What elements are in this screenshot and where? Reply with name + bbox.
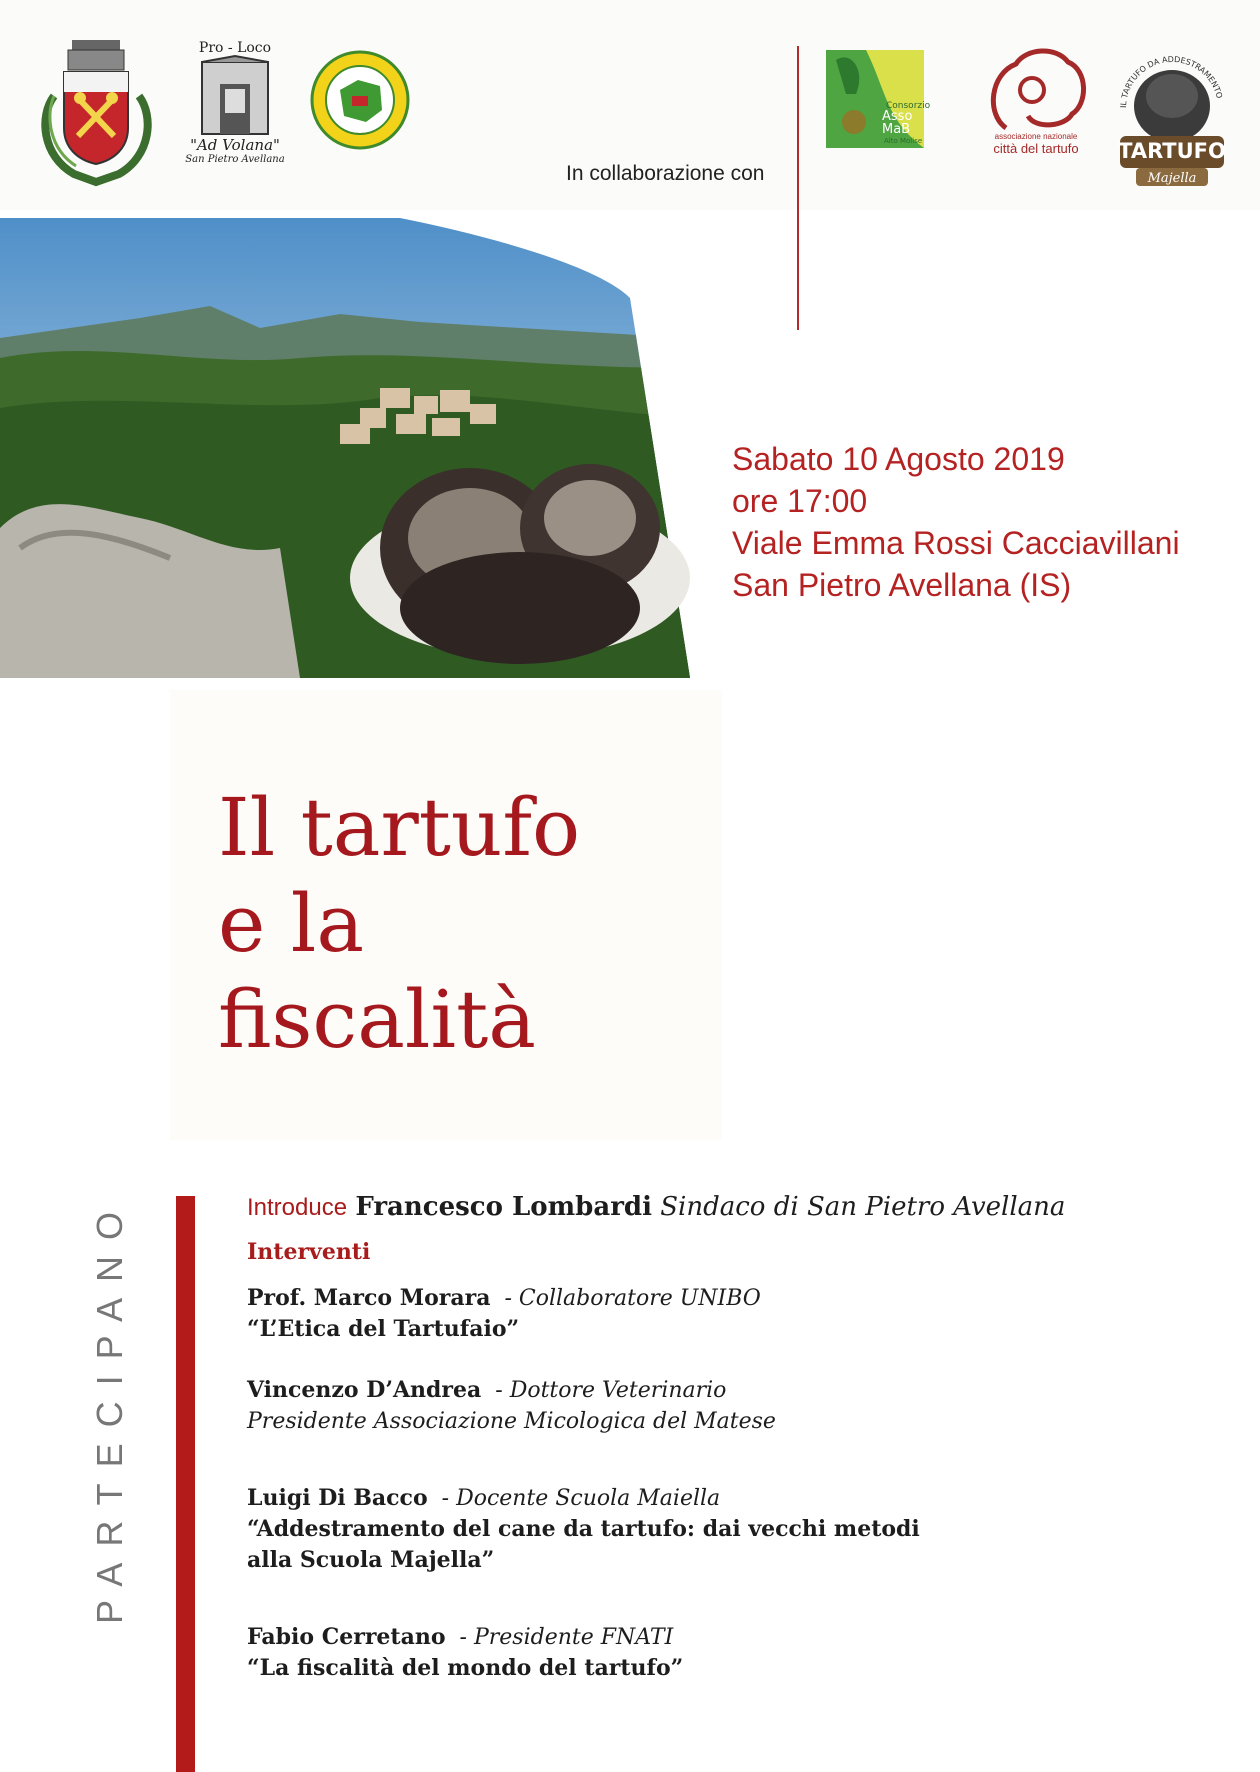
speaker-name: Prof. Marco Morara — [247, 1285, 491, 1311]
intro-label: Introduce — [247, 1194, 348, 1221]
coat-of-arms-logo — [34, 36, 159, 184]
assomab-line1: Consorzio — [886, 101, 931, 111]
assomab-logo — [826, 50, 931, 148]
proloco-script: "Ad Volana" — [190, 136, 280, 154]
event-address: Viale Emma Rossi Cacciavillani — [732, 525, 1180, 561]
event-info — [732, 438, 1180, 606]
majella-label: TARTUFO — [1118, 139, 1226, 163]
proloco-logo — [180, 40, 290, 165]
red-accent-bar — [176, 1196, 195, 1772]
majella-arc-text: IL TARTUFO DA ADDESTRAMENTO — [1118, 54, 1224, 109]
speaker-detail: Presidente Associazione Micologica del Matese — [247, 1409, 776, 1434]
tartufo-majella-logo — [1114, 40, 1230, 190]
speaker-talk: “La fiscalità del mondo del tartufo” — [247, 1655, 684, 1681]
citta-line1: associazione nazionale — [994, 132, 1078, 141]
speaker-item — [247, 1622, 1247, 1684]
speaker-role: - Docente Scuola Maiella — [441, 1486, 721, 1511]
speaker-talk-cont: alla Scuola Majella” — [247, 1547, 495, 1573]
intro-role: Sindaco di San Pietro Avellana — [660, 1192, 1066, 1222]
collaboration-label: In collaborazione con — [566, 162, 765, 185]
speaker-name: Luigi Di Bacco — [247, 1485, 428, 1511]
event-city: San Pietro Avellana (IS) — [732, 567, 1072, 603]
proloco-title: Pro - Loco — [198, 40, 272, 56]
title-line-3: fiscalità — [218, 973, 536, 1066]
interventi-label: Interventi — [247, 1239, 371, 1265]
title-line-2: e la — [218, 877, 365, 970]
event-time: ore 17:00 — [732, 483, 868, 519]
speaker-item — [247, 1375, 1247, 1437]
main-title — [218, 780, 580, 1068]
speaker-name: Fabio Cerretano — [247, 1624, 446, 1650]
citta-del-tartufo-logo — [976, 44, 1096, 156]
speaker-role: - Dottore Veterinario — [495, 1378, 727, 1403]
intro-name: Francesco Lombardi — [355, 1192, 652, 1222]
landscape-truffle-image — [0, 218, 690, 678]
assomab-line4: Alto Molise — [884, 137, 923, 145]
speaker-role: - Collaboratore UNIBO — [504, 1286, 761, 1311]
partecipano-side-label — [80, 1195, 140, 1625]
proloco-building-icon — [180, 56, 290, 136]
intro-line — [247, 1188, 1247, 1227]
program-list — [247, 1188, 1247, 1684]
partecipano-text: PARTECIPANO — [89, 1195, 130, 1625]
speaker-talk: “Addestramento del cane da tartufo: dai vecchi metodi — [247, 1516, 920, 1542]
assomab-line3: MaB — [882, 122, 911, 137]
speaker-name: Vincenzo D’Andrea — [247, 1377, 482, 1403]
speaker-item — [247, 1483, 1247, 1576]
header-divider — [797, 46, 799, 330]
speaker-item — [247, 1283, 1247, 1345]
assomab-line2: Asso — [882, 109, 913, 124]
event-date: Sabato 10 Agosto 2019 — [732, 441, 1065, 477]
title-line-1: Il tartufo — [218, 781, 581, 874]
citta-line2: città del tartufo — [993, 141, 1079, 156]
proloco-place: San Pietro Avellana — [185, 154, 285, 165]
speaker-talk: “L’Etica del Tartufaio” — [247, 1316, 520, 1342]
speaker-role: - Presidente FNATI — [459, 1625, 674, 1650]
truffle-outline-icon — [976, 44, 1096, 132]
majella-script: Majella — [1147, 171, 1197, 186]
associazione-tartufai-logo — [310, 50, 410, 150]
